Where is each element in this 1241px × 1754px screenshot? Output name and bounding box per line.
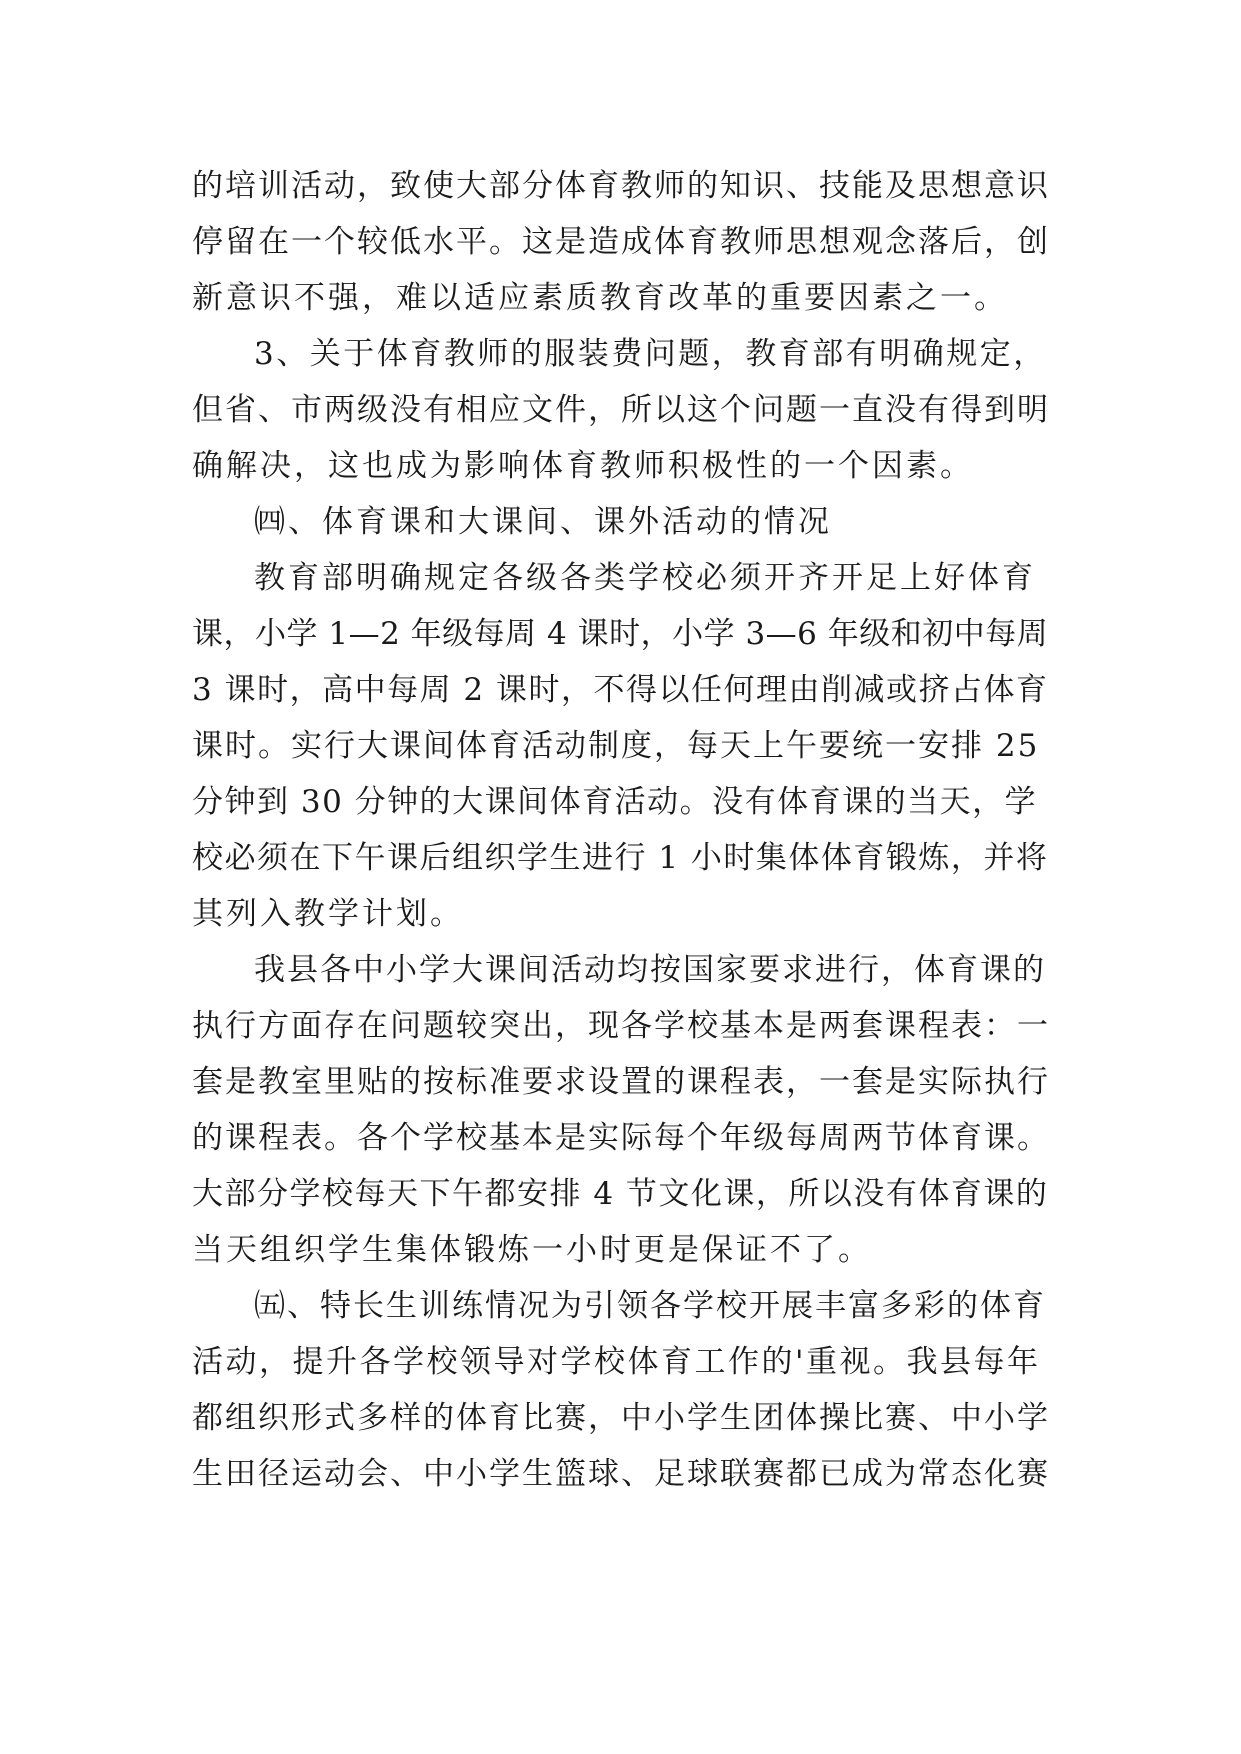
text-line: 生田径运动会、中小学生篮球、足球联赛都已成为常态化赛: [192, 1456, 1050, 1492]
text-line: 套是教室里贴的按标准要求设置的课程表，一套是实际执行: [192, 1064, 1050, 1100]
text-line: 活动，提升各学校领导对学校体育工作的'重视。我县每年: [192, 1344, 1041, 1380]
text-line: 教育部明确规定各级各类学校必须开齐开足上好体育: [254, 560, 1036, 596]
text-line: 分钟到 30 分钟的大课间体育活动。没有体育课的当天，学: [192, 784, 1038, 820]
text-line: 新意识不强，难以适应素质教育改革的重要因素之一。: [192, 280, 1008, 316]
text-line: 确解决，这也成为影响体育教师积极性的一个因素。: [192, 448, 974, 484]
text-line: 但省、市两级没有相应文件，所以这个问题一直没有得到明: [192, 392, 1050, 428]
text-line: 3、关于体育教师的服装费问题，教育部有明确规定，: [254, 336, 1047, 372]
text-line: 都组织形式多样的体育比赛，中小学生团体操比赛、中小学: [192, 1400, 1050, 1436]
text-line: 执行方面存在问题较突出，现各学校基本是两套课程表：一: [192, 1008, 1050, 1044]
text-line: 3 课时，高中每周 2 课时，不得以任何理由削减或挤占体育: [192, 672, 1049, 708]
text-line: 的培训活动，致使大部分体育教师的知识、技能及思想意识: [192, 168, 1050, 204]
section-heading: ㈣、体育课和大课间、课外活动的情况: [254, 504, 832, 540]
text-line: 当天组织学生集体锻炼一小时更是保证不了。: [192, 1232, 872, 1268]
text-line: 停留在一个较低水平。这是造成体育教师思想观念落后，创: [192, 224, 1050, 260]
section-heading: ㈤、特长生训练情况为引领各学校开展丰富多彩的体育: [254, 1288, 1046, 1324]
text-line: 的课程表。各个学校基本是实际每个年级每周两节体育课。: [192, 1120, 1050, 1156]
text-line: 课，小学 1—2 年级每周 4 课时，小学 3—6 年级和初中每周: [192, 616, 1049, 652]
text-line: 我县各中小学大课间活动均按国家要求进行，体育课的: [254, 952, 1046, 988]
text-line: 大部分学校每天下午都安排 4 节文化课，所以没有体育课的: [192, 1176, 1049, 1212]
text-line: 其列入教学计划。: [192, 896, 464, 932]
text-line: 课时。实行大课间体育活动制度，每天上午要统一安排 25: [192, 728, 1040, 764]
text-line: 校必须在下午课后组织学生进行 1 小时集体体育锻炼，并将: [192, 840, 1049, 876]
